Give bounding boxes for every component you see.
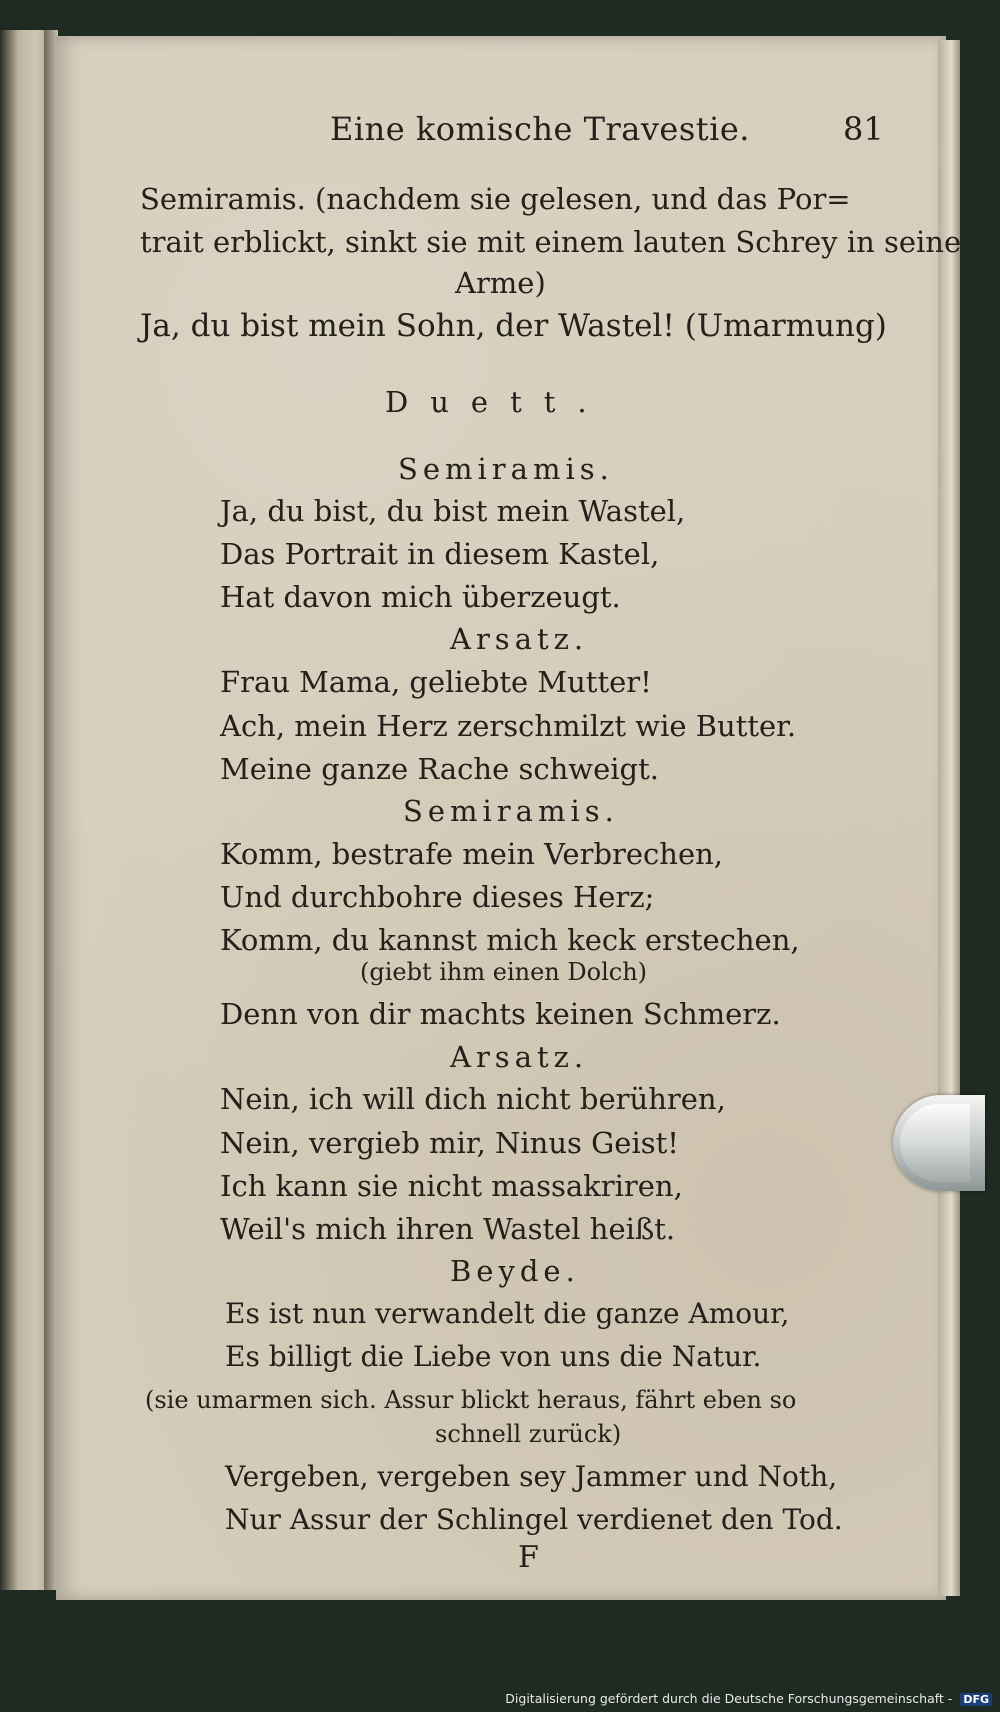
verse-line: Meine ganze Rache schweigt. — [220, 752, 659, 786]
verse-line: Das Portrait in diesem Kastel, — [220, 537, 660, 571]
speaker-name: Semiramis. — [403, 794, 619, 828]
section-heading: Duett. — [385, 385, 609, 419]
verse-line: Nur Assur der Schlingel verdienet den Tod. — [225, 1503, 843, 1536]
credit-text: Digitalisierung gefördert durch die Deutsche Forschungsgemeinschaft - — [505, 1691, 953, 1706]
verse-line: Ja, du bist, du bist mein Wastel, — [220, 494, 686, 528]
verse-line: Ach, mein Herz zerschmilzt wie Butter. — [220, 709, 797, 743]
digitization-credit — [505, 1691, 992, 1706]
verse-line: Nein, ich will dich nicht berühren, — [220, 1082, 726, 1116]
stage-direction: Arme) — [455, 266, 546, 300]
speaker-name: Beyde. — [450, 1254, 580, 1288]
verse-line: Und durchbohre dieses Herz; — [220, 880, 655, 914]
verse-line: Denn von dir machts keinen Schmerz. — [220, 997, 781, 1031]
speaker-name: Arsatz. — [450, 1040, 589, 1074]
verse-line: Komm, bestrafe mein Verbrechen, — [220, 837, 724, 871]
page-clip-highlight — [900, 1104, 970, 1182]
verse-line: Nein, vergieb mir, Ninus Geist! — [220, 1126, 679, 1160]
running-header: Eine komische Travestie. — [330, 110, 750, 148]
verse-line: Ich kann sie nicht massakriren, — [220, 1169, 683, 1203]
speaker-name: Semiramis. — [398, 452, 614, 486]
verse-line: Vergeben, vergeben sey Jammer und Noth, — [225, 1460, 838, 1493]
verse-line: Es billigt die Liebe von uns die Natur. — [225, 1340, 762, 1373]
verse-line: Frau Mama, geliebte Mutter! — [220, 665, 652, 699]
verse-line: Es ist nun verwandelt die ganze Amour, — [225, 1297, 790, 1330]
page-number: 81 — [843, 110, 884, 148]
verse-line: Ja, du bist mein Sohn, der Wastel! (Umarmung) — [140, 308, 887, 344]
page-stack-edge — [938, 40, 960, 1596]
dfg-logo: DFG — [960, 1693, 992, 1706]
signature-mark: F — [518, 1540, 539, 1575]
verse-line: Komm, du kannst mich keck erstechen, — [220, 923, 800, 957]
verse-line: Weil's mich ihren Wastel heißt. — [220, 1212, 676, 1246]
verse-line: Hat davon mich überzeugt. — [220, 580, 621, 614]
stage-direction: (sie umarmen sich. Assur blickt heraus, fährt eben so — [145, 1386, 797, 1414]
stage-direction: trait erblickt, sinkt sie mit einem lauten Schrey in seine — [140, 225, 962, 259]
stage-direction: (giebt ihm einen Dolch) — [360, 958, 648, 986]
speaker-name: Arsatz. — [450, 622, 589, 656]
stage-direction: Semiramis. (nachdem sie gelesen, und das Por= — [140, 182, 851, 216]
stage-direction: schnell zurück) — [435, 1420, 622, 1448]
